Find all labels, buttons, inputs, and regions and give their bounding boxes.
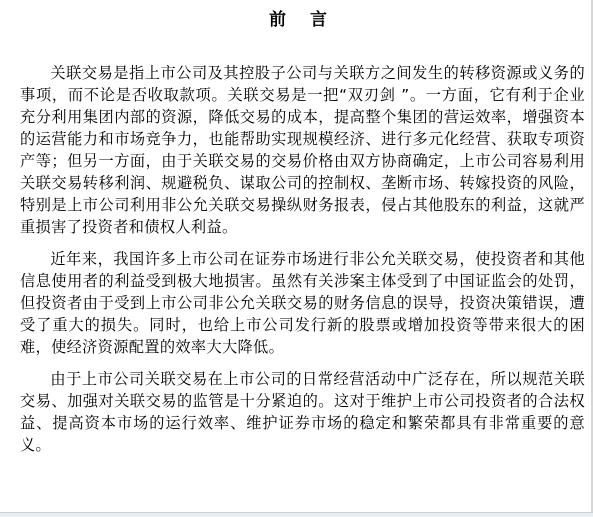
document-page [20, 0, 585, 456]
paragraph-3: 由于上市公司关联交易在上市公司的日常经营活动中广泛存在，所以规范关联交易、加强对关联交易的监管是十分紧迫的。这对于维护上市公司投资者的合法权益、提高资本市场的运行效率、维护证券市场的稳定和繁荣都具有非常重要的意义。 [20, 370, 585, 454]
paragraph-2: 近年来，我国许多上市公司在证券市场进行非公允关联交易，使投资者和其他信息使用者的利益受到极大地损害。虽然有关涉案主体受到了中国证监会的处罚，但投资者由于受到上市公司非公允关联交易的财务信息的误导，投资决策错误，遭受了重大的损失。同时，也给上市公司发行新的股票或增加投资等带来很大的困难，使经济资源配置的效率大大降低。 [20, 250, 585, 356]
paragraph-1: 关联交易是指上市公司及其控股子公司与关联方之间发生的转移资源或义务的事项，而不论是否收取款项。关联交易是一把“双刃剑 ”。一方面，它有利于企业充分利用集团内部的资源，降低交易的成本，提高整个集团的营运效率，增强资本的运营能力和市场竞争力，也能帮助实现规模经济、进行多元化经营、获取专项资产等；但另一方面，由于关联交易的交易价格由双方协商确定，上市公司容易利用关联交易转移利润、规避税负、谋取公司的控制权、垄断市场、转嫁投资的风险，特别是上市公司利用非公允关联交易操纵财务报表，侵占其他股东的利益，这就严重损害了投资者和债权人利益。 [20, 64, 585, 236]
page-title: 前 言 [269, 10, 336, 30]
viewport-bottom-edge [0, 512, 593, 517]
